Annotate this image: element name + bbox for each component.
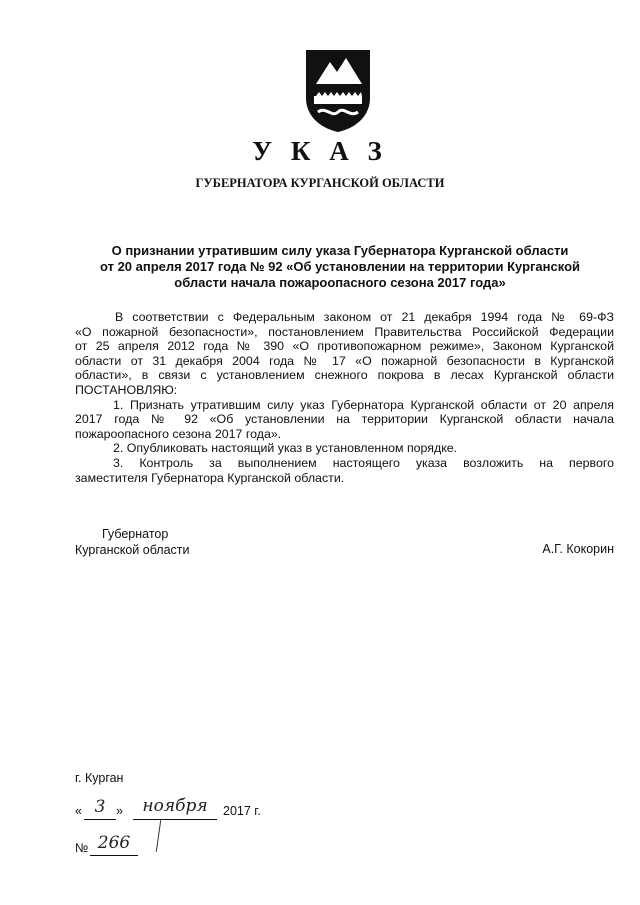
kurgan-coat-of-arms-icon [300,46,376,134]
item-2: 2. Опубликовать настоящий указ в установленном порядке. [113,441,458,456]
number-value: 266 [90,833,138,856]
heading-line: области начала пожароопасного сезона 2017 года» [174,275,506,290]
date-day: 3 [84,797,116,820]
heading-line: О признании утратившим силу указа Губернатора Курганской области [111,243,569,258]
number-symbol: № [75,841,89,855]
preamble-line: от 25 апреля 2012 года № 390 «О противопожарном режиме», Законом Курганской [75,339,614,354]
signatory-post-line: Губернатор [102,527,169,541]
document-date [75,796,275,823]
pen-stroke [156,820,161,852]
document-subtitle: ГУБЕРНАТОРА КУРГАНСКОЙ ОБЛАСТИ [195,176,445,190]
date-year: 2017 г. [223,804,261,818]
decree-keyword: ПОСТАНОВЛЯЮ: [75,382,178,397]
item-3-line: 3. Контроль за выполнением настоящего указа возложить на первого [113,455,614,470]
date-month: ноября [133,796,217,820]
signatory-name: А.Г. Кокорин [542,542,614,556]
date-close-quote: » [116,804,123,818]
heading-line: от 20 апреля 2017 года № 92 «Об установлении на территории Курганской [99,259,581,274]
document-heading [80,243,600,291]
document-body [75,310,614,485]
date-open-quote: « [75,804,82,818]
document-title: У К А З [252,136,388,166]
item-1-line: 2017 года № 92 «Об установлении на территории Курганской области начала [75,412,614,427]
coat-of-arms [300,46,376,134]
signatory-post-line: Курганской области [75,542,190,557]
preamble-line: В соответствии с Федеральным законом от 21 декабря 1994 года № 69-ФЗ [115,310,614,324]
item-1-line: пожароопасного сезона 2017 года». [75,426,282,441]
item-1-line: 1. Признать утратившим силу указ Губернатора Курганской области от 20 апреля [113,397,614,412]
preamble-line: области от 31 декабря 2004 года № 17 «О пожарной безопасности в Курганской [75,353,614,368]
item-3-line: заместителя Губернатора Курганской области. [75,470,345,485]
preamble-line: «О пожарной безопасности», постановлением Правительства Российской Федерации [75,324,614,339]
signatory-post [75,527,190,558]
city: г. Курган [75,771,124,785]
preamble-line: области», в связи с установлением снежного покрова в лесах Курганской области [75,368,614,383]
